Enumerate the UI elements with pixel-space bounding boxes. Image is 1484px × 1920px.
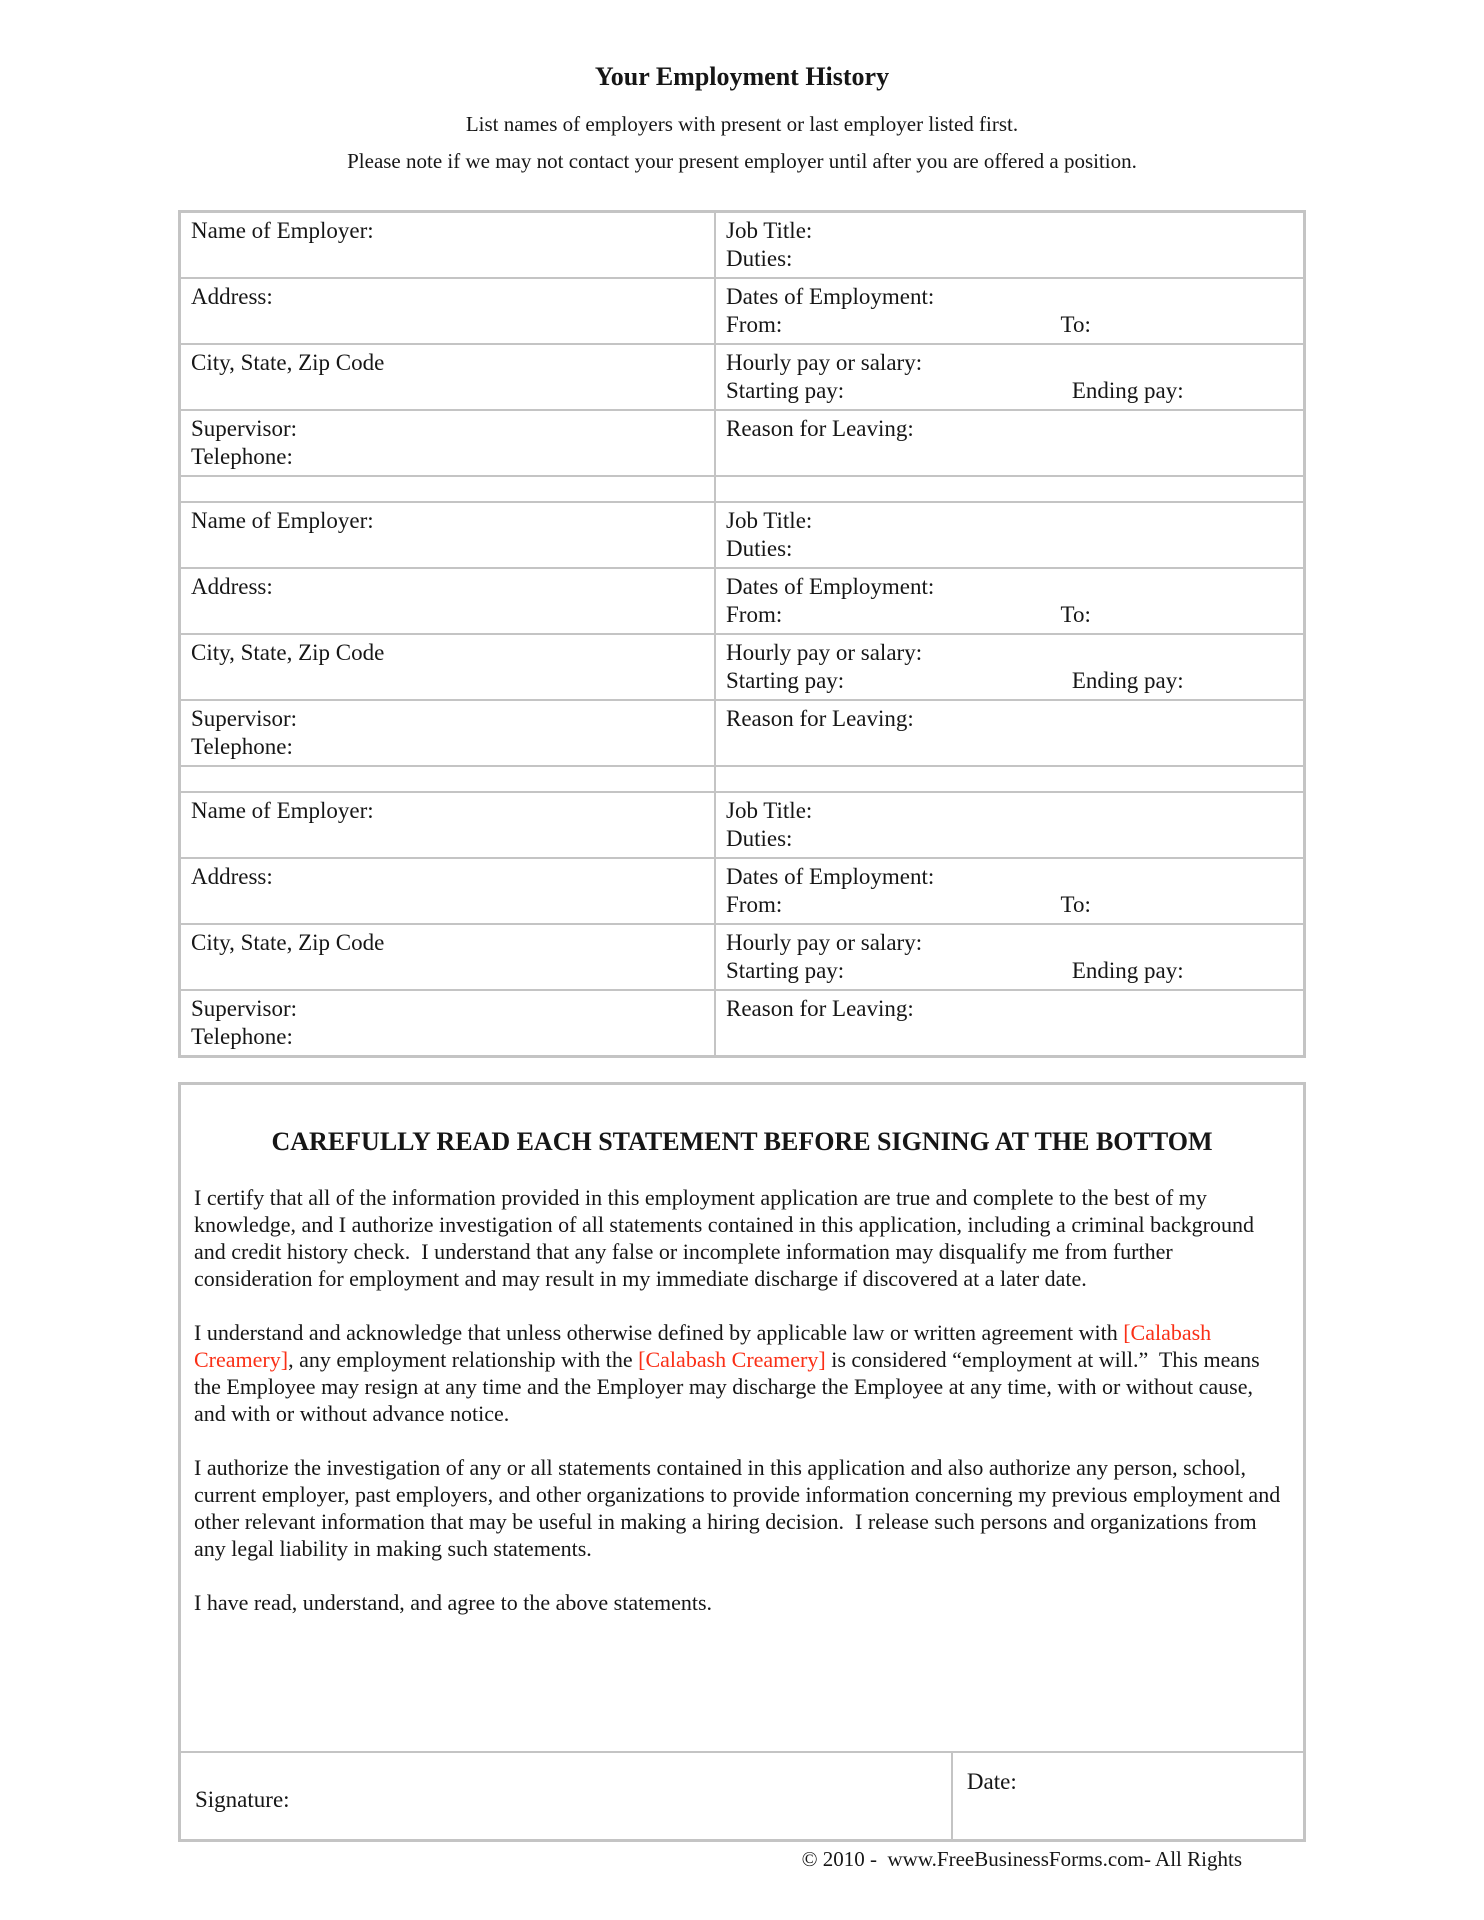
supervisor-telephone-cell[interactable] <box>180 410 716 476</box>
table-row-supervisor-reason <box>180 700 1305 766</box>
job-title-duties-cell[interactable] <box>715 502 1305 568</box>
reason-for-leaving-cell[interactable] <box>715 990 1305 1057</box>
address-label: Address: <box>191 574 273 599</box>
signature-label: Signature: <box>195 1787 290 1812</box>
employment-history-table <box>178 210 1306 1058</box>
subtitle-line-1: List names of employers with present or last employer listed first. <box>465 112 1019 136</box>
job-title-duties-cell[interactable] <box>715 212 1305 279</box>
at-will-statement <box>194 1319 1290 1427</box>
hourly-pay-label: Hourly pay or salary: <box>726 930 923 955</box>
from-label: From: <box>726 602 783 627</box>
date-label: Date: <box>966 1769 1017 1794</box>
job-title-duties-cell[interactable] <box>715 792 1305 858</box>
to-label: To: <box>1060 312 1091 337</box>
duties-label: Duties: <box>726 246 793 271</box>
telephone-label: Telephone: <box>191 1024 293 1049</box>
name-of-employer-label: Name of Employer: <box>191 798 374 823</box>
duties-label: Duties: <box>726 826 793 851</box>
city-state-zip-cell[interactable] <box>180 634 716 700</box>
dates-of-employment-cell[interactable] <box>715 568 1305 634</box>
starting-pay-label: Starting pay: <box>726 378 845 403</box>
address-label: Address: <box>191 284 273 309</box>
dates-of-employment-cell[interactable] <box>715 278 1305 344</box>
signature-field[interactable] <box>181 1753 953 1839</box>
address-label: Address: <box>191 864 273 889</box>
city-state-zip-cell[interactable] <box>180 344 716 410</box>
agreement-statement: I have read, understand, and agree to the above statements. <box>194 1590 713 1615</box>
job-title-label: Job Title: <box>726 798 813 823</box>
table-row-address-dates <box>180 278 1305 344</box>
table-row-city-pay <box>180 344 1305 410</box>
name-of-employer-label: Name of Employer: <box>191 218 374 243</box>
employer-name-cell[interactable] <box>180 502 716 568</box>
pay-cell[interactable] <box>715 344 1305 410</box>
table-row-city-pay <box>180 924 1305 990</box>
table-row-name-jobtitle <box>180 792 1305 858</box>
reason-for-leaving-label: Reason for Leaving: <box>726 706 914 731</box>
certification-statement: I certify that all of the information provided in this employment application are true and complete to the best of my knowledge, and I authorize investigation of all statements contained in this application, including a criminal background and credit history check. I understand that any false or incomplete information may disqualify me from further consideration for employment and may result in my immediate discharge if discovered at a later date. <box>194 1185 1260 1291</box>
starting-ending-pay-line <box>726 957 1293 985</box>
table-row-supervisor-reason <box>180 410 1305 476</box>
dates-of-employment-label: Dates of Employment: <box>726 284 935 309</box>
company-name-1: [Calabash Creamery] <box>194 1320 1217 1372</box>
ending-pay-label: Ending pay: <box>1071 958 1184 983</box>
reason-for-leaving-cell[interactable] <box>715 700 1305 766</box>
at-will-text-1: I understand and acknowledge that unless otherwise defined by applicable law or written agreement with <box>194 1320 1124 1345</box>
supervisor-telephone-cell[interactable] <box>180 700 716 766</box>
city-state-zip-label: City, State, Zip Code <box>191 350 385 375</box>
supervisor-telephone-cell[interactable] <box>180 990 716 1057</box>
from-to-line <box>726 311 1293 339</box>
from-to-line <box>726 891 1293 919</box>
hourly-pay-label: Hourly pay or salary: <box>726 350 923 375</box>
from-label: From: <box>726 312 783 337</box>
city-state-zip-label: City, State, Zip Code <box>191 640 385 665</box>
name-of-employer-label: Name of Employer: <box>191 508 374 533</box>
ending-pay-label: Ending pay: <box>1071 378 1184 403</box>
copyright-footer: © 2010 - www.FreeBusinessForms.com- All Rights <box>801 1847 1242 1871</box>
authorization-statement: I authorize the investigation of any or all statements contained in this application and also authorize any person, school, current employer, past employers, and other organizations to provide information concerning my previous employment and other relevant information that may be useful in making a hiring decision. I release such persons and organizations from any legal liability in making such statements. <box>194 1455 1286 1561</box>
table-row-address-dates <box>180 568 1305 634</box>
dates-of-employment-cell[interactable] <box>715 858 1305 924</box>
starting-pay-label: Starting pay: <box>726 958 845 983</box>
address-cell[interactable] <box>180 568 716 634</box>
starting-pay-label: Starting pay: <box>726 668 845 693</box>
telephone-label: Telephone: <box>191 734 293 759</box>
table-row-name-jobtitle <box>180 212 1305 279</box>
company-name-2: [Calabash Creamery] <box>638 1347 826 1372</box>
reason-for-leaving-label: Reason for Leaving: <box>726 416 914 441</box>
city-state-zip-label: City, State, Zip Code <box>191 930 385 955</box>
table-row-name-jobtitle <box>180 502 1305 568</box>
page-header <box>178 62 1306 176</box>
dates-of-employment-label: Dates of Employment: <box>726 574 935 599</box>
city-state-zip-cell[interactable] <box>180 924 716 990</box>
job-title-label: Job Title: <box>726 508 813 533</box>
starting-ending-pay-line <box>726 667 1293 695</box>
statements-heading: CAREFULLY READ EACH STATEMENT BEFORE SIGNING AT THE BOTTOM <box>271 1127 1213 1156</box>
supervisor-label: Supervisor: <box>191 706 298 731</box>
table-row-supervisor-reason <box>180 990 1305 1057</box>
page-title: Your Employment History <box>594 62 890 91</box>
at-will-text-2: , any employment relationship with the <box>288 1347 639 1372</box>
spacer-cell-right <box>715 766 1305 792</box>
table-row-address-dates <box>180 858 1305 924</box>
pay-cell[interactable] <box>715 634 1305 700</box>
table-spacer-row <box>180 766 1305 792</box>
to-label: To: <box>1060 602 1091 627</box>
table-spacer-row <box>180 476 1305 502</box>
subtitle-line-2: Please note if we may not contact your present employer until after you are offered a position. <box>347 149 1137 173</box>
employer-name-cell[interactable] <box>180 212 716 279</box>
date-field[interactable] <box>953 1753 1303 1839</box>
signature-row <box>181 1751 1303 1839</box>
supervisor-label: Supervisor: <box>191 996 298 1021</box>
supervisor-label: Supervisor: <box>191 416 298 441</box>
dates-of-employment-label: Dates of Employment: <box>726 864 935 889</box>
to-label: To: <box>1060 892 1091 917</box>
duties-label: Duties: <box>726 536 793 561</box>
job-title-label: Job Title: <box>726 218 813 243</box>
telephone-label: Telephone: <box>191 444 293 469</box>
at-will-text-3: is considered “employment at will.” This means the Employee may resign at any time and the Employer may discharge the Employee at any time, with or without cause, and with or without advance notice. <box>194 1347 1266 1426</box>
pay-cell[interactable] <box>715 924 1305 990</box>
starting-ending-pay-line <box>726 377 1293 405</box>
from-to-line <box>726 601 1293 629</box>
spacer-cell-left <box>180 476 716 502</box>
spacer-cell-left <box>180 766 716 792</box>
statements-box <box>178 1082 1306 1842</box>
hourly-pay-label: Hourly pay or salary: <box>726 640 923 665</box>
ending-pay-label: Ending pay: <box>1071 668 1184 693</box>
spacer-cell-right <box>715 476 1305 502</box>
address-cell[interactable] <box>180 278 716 344</box>
from-label: From: <box>726 892 783 917</box>
table-row-city-pay <box>180 634 1305 700</box>
employer-name-cell[interactable] <box>180 792 716 858</box>
reason-for-leaving-label: Reason for Leaving: <box>726 996 914 1021</box>
reason-for-leaving-cell[interactable] <box>715 410 1305 476</box>
address-cell[interactable] <box>180 858 716 924</box>
